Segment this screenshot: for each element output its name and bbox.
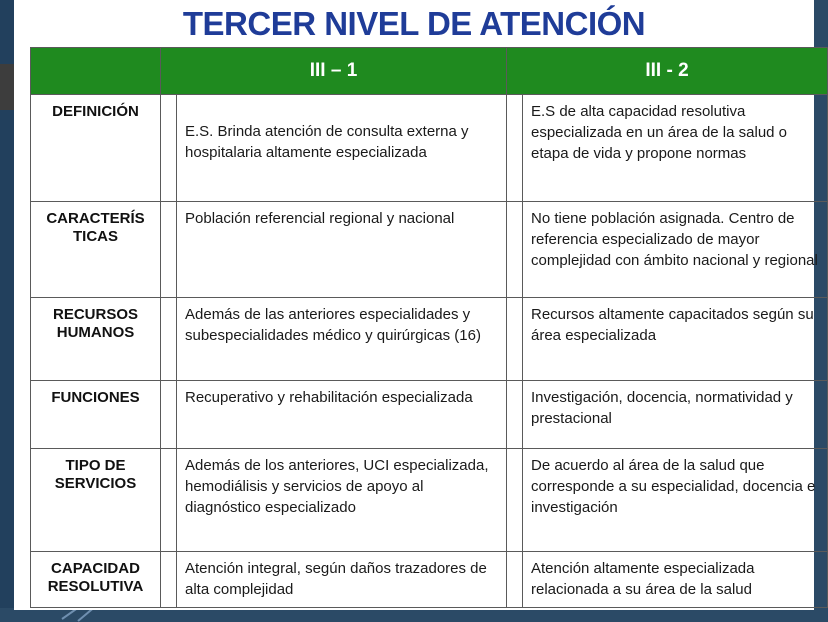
cell-divider: [507, 449, 523, 552]
cell-iii-2: E.S de alta capacidad resolutiva especializada en un área de la salud o etapa de vida y propone normas: [523, 95, 828, 202]
row-label: FUNCIONES: [31, 381, 161, 449]
cell-divider: [507, 381, 523, 449]
table-row: [31, 95, 828, 202]
cell-iii-1: Además de los anteriores, UCI especializada, hemodiálisis y servicios de apoyo al diagnóstico especializado: [177, 449, 507, 552]
table-header-row: [31, 48, 828, 95]
cell-divider: [507, 95, 523, 202]
table-row: [31, 202, 828, 298]
cell-divider: [161, 552, 177, 608]
row-label: TIPO DE SERVICIOS: [31, 449, 161, 552]
cell-divider: [161, 202, 177, 298]
row-label: CAPACIDAD RESOLUTIVA: [31, 552, 161, 608]
cell-iii-2: De acuerdo al área de la salud que corresponde a su especialidad, docencia e investigación: [523, 449, 828, 552]
cell-divider: [507, 552, 523, 608]
cell-divider: [161, 381, 177, 449]
slide: [14, 0, 818, 610]
header-col-iii-2: III - 2: [507, 48, 828, 95]
cell-iii-1: Atención integral, según daños trazadores de alta complejidad: [177, 552, 507, 608]
row-label: CARACTERÍS TICAS: [31, 202, 161, 298]
header-col-iii-1: III – 1: [161, 48, 507, 95]
cell-iii-2: Investigación, docencia, normatividad y prestacional: [523, 381, 828, 449]
cell-divider: [507, 202, 523, 298]
table-row: [31, 552, 828, 608]
slide-title: TERCER NIVEL DE ATENCIÓN: [182, 5, 646, 42]
cell-iii-1: E.S. Brinda atención de consulta externa y hospitalaria altamente especializada: [177, 95, 507, 202]
cell-iii-2: Recursos altamente capacitados según su área especializada: [523, 298, 828, 381]
table-row: [31, 381, 828, 449]
cell-iii-2: No tiene población asignada. Centro de referencia especializado de mayor complejidad con ámbito nacional y regional: [523, 202, 828, 298]
cell-iii-1: Recuperativo y rehabilitación especializada: [177, 381, 507, 449]
header-corner: [31, 48, 161, 95]
cell-divider: [161, 95, 177, 202]
cell-iii-1: Además de las anteriores especialidades y subespecialidades médico y quirúrgicas (16): [177, 298, 507, 381]
table-row: [31, 298, 828, 381]
cell-iii-2: Atención altamente especializada relacionada a su área de la salud: [523, 552, 828, 608]
comparison-table: [30, 47, 828, 608]
cell-divider: [161, 298, 177, 381]
row-label: DEFINICIÓN: [31, 95, 161, 202]
cell-divider: [161, 449, 177, 552]
cell-divider: [507, 298, 523, 381]
table-row: [31, 449, 828, 552]
cell-iii-1: Población referencial regional y nacional: [177, 202, 507, 298]
row-label: RECURSOS HUMANOS: [31, 298, 161, 381]
